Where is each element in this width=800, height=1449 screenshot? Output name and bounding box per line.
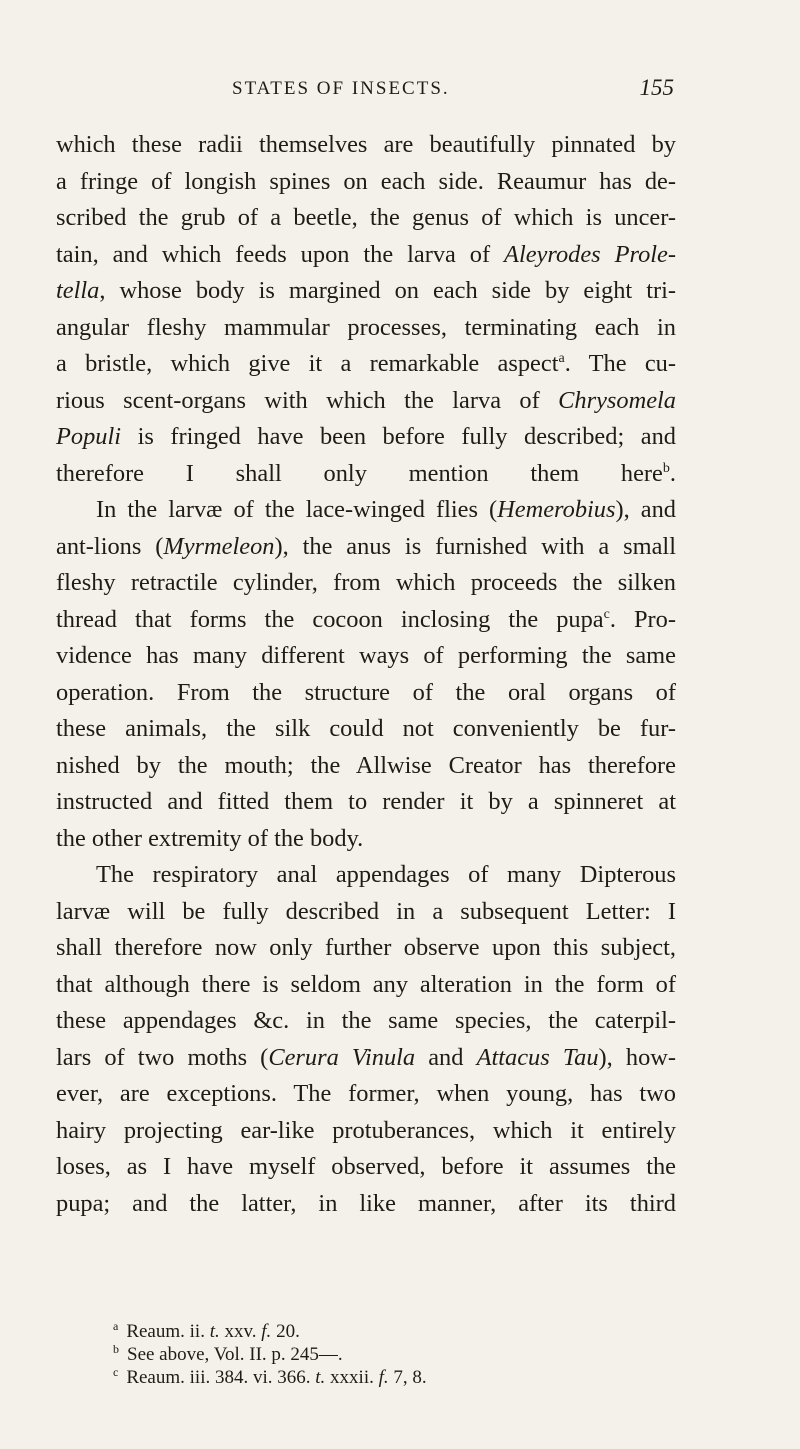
running-title: STATES OF INSECTS.: [232, 78, 450, 99]
text-segment: tain, and which feeds upon the larva of: [56, 240, 505, 268]
body-text: [56, 127, 676, 1222]
text-line: [56, 711, 676, 748]
text-line: [56, 1040, 676, 1077]
footnote-text: xxv.: [219, 1321, 262, 1342]
text-line: [56, 127, 676, 164]
text-segment: and: [415, 1043, 477, 1071]
text-segment: rious scent-organs with which the larva of: [56, 386, 559, 414]
italic-text: tella: [56, 277, 100, 304]
footnote: [113, 1320, 673, 1343]
text-line: [56, 1113, 676, 1150]
text-line: [56, 602, 676, 639]
footnote-mark: a: [558, 350, 565, 366]
text-segment: instructed and fitted them to render it by a spinneret at: [56, 788, 676, 815]
text-line: [56, 565, 676, 602]
text-line: [56, 492, 676, 529]
footnote: [113, 1366, 673, 1389]
text-line: [56, 383, 676, 420]
italic-text: Attacus Tau: [476, 1043, 599, 1071]
text-segment: therefore I shall only mention them here: [56, 459, 663, 487]
text-segment: operation. From the structure of the oral organs of: [56, 678, 676, 706]
text-segment: pupa; and the latter, in like manner, after its third: [56, 1189, 676, 1217]
footnote-mark: b: [113, 1341, 119, 1356]
footnote-mark: b: [662, 460, 670, 476]
italic-text: Cerura Vinula: [268, 1043, 416, 1071]
text-line: [56, 237, 676, 274]
text-segment: these appendages &c. in the same species, the caterpil-: [56, 1007, 676, 1034]
footnote-mark: c: [603, 606, 610, 622]
text-line: [56, 1076, 676, 1113]
footnotes: [113, 1320, 673, 1389]
text-segment: scribed the grub of a beetle, the genus of which is uncer-: [56, 204, 676, 231]
text-segment: is fringed have been before fully described; and: [121, 423, 676, 450]
text-segment: a bristle, which give it a remarkable aspect: [56, 350, 559, 377]
italic-text: t.: [315, 1367, 326, 1388]
text-segment: nished by the mouth; the Allwise Creator has therefore: [56, 751, 676, 779]
text-segment: . The cu-: [564, 350, 676, 377]
text-segment: . Pro-: [609, 605, 676, 633]
text-segment: hairy projecting ear-like protuberances, which it entirely: [56, 1116, 676, 1144]
text-segment: larvæ will be fully described in a subsequent Letter: I: [56, 897, 676, 925]
text-line: [56, 419, 676, 456]
text-segment: vidence has many different ways of performing the same: [56, 642, 676, 669]
text-segment: these animals, the silk could not conveniently be fur-: [56, 715, 676, 742]
text-line: [56, 164, 676, 201]
text-line: [56, 1003, 676, 1040]
footnote-mark: a: [113, 1318, 119, 1333]
text-segment: thread that forms the cocoon inclosing the pupa: [56, 605, 604, 633]
text-segment: The respiratory anal appendages of many Dipterous: [96, 861, 676, 888]
footnote-mark: c: [113, 1364, 119, 1379]
italic-text: f.: [261, 1321, 272, 1342]
footnote-text: Reaum. iii. 384. vi. 366.: [126, 1367, 316, 1388]
footnote-text: 20.: [271, 1321, 300, 1342]
text-line: [56, 456, 676, 493]
text-segment: fleshy retractile cylinder, from which proceeds the silken: [56, 569, 676, 596]
italic-text: Hemerobius: [497, 496, 616, 523]
footnote: [113, 1343, 673, 1366]
italic-text: Aleyrodes Prole-: [504, 240, 677, 268]
text-segment: that although there is seldom any alteration in the form of: [56, 970, 676, 998]
text-segment: a fringe of longish spines on each side. Reaumur has de-: [56, 167, 676, 195]
text-line: [56, 930, 676, 967]
text-line: [56, 529, 676, 566]
italic-text: Populi: [56, 423, 122, 450]
footnote-text: 7, 8.: [388, 1367, 427, 1388]
text-line: [56, 894, 676, 931]
running-head: [0, 75, 800, 108]
text-line: [56, 200, 676, 237]
text-segment: shall therefore now only further observe upon this subject,: [56, 934, 676, 961]
text-line: [56, 638, 676, 675]
text-line: [56, 967, 676, 1004]
text-line: [56, 857, 676, 894]
footnote-text: Reaum. ii.: [126, 1321, 210, 1342]
text-segment: lars of two moths (: [56, 1043, 269, 1071]
text-segment: angular fleshy mammular processes, terminating each in: [56, 313, 676, 341]
text-segment: ), how-: [598, 1043, 677, 1071]
italic-text: t.: [209, 1321, 220, 1342]
text-line: [56, 1186, 676, 1223]
text-segment: ant-lions (: [56, 532, 164, 560]
text-segment: the other extremity of the body.: [56, 824, 364, 852]
footnote-text: See above, Vol. II. p. 245—.: [127, 1344, 343, 1365]
text-line: [56, 310, 676, 347]
text-line: [56, 273, 676, 310]
text-line: [56, 675, 676, 712]
italic-text: f.: [378, 1367, 389, 1388]
text-segment: loses, as I have myself observed, before it assumes the: [56, 1153, 676, 1180]
italic-text: Chrysomela: [558, 386, 676, 414]
page-number: 155: [639, 75, 674, 100]
text-segment: .: [669, 459, 676, 487]
text-line: [56, 784, 676, 821]
text-segment: In the larvæ of the lace-winged flies (: [96, 496, 498, 523]
text-segment: ), the anus is furnished with a small: [274, 532, 676, 560]
italic-text: Myrmeleon: [163, 532, 275, 560]
text-segment: , whose body is margined on each side by eight tri-: [99, 277, 676, 304]
text-line: [56, 346, 676, 383]
text-line: [56, 1149, 676, 1186]
footnote-text: xxxii.: [325, 1367, 379, 1388]
text-line: [56, 821, 676, 858]
text-segment: which these radii themselves are beautifully pinnated by: [56, 131, 676, 158]
text-segment: ), and: [615, 496, 676, 523]
text-line: [56, 748, 676, 785]
text-segment: ever, are exceptions. The former, when young, has two: [56, 1080, 676, 1107]
